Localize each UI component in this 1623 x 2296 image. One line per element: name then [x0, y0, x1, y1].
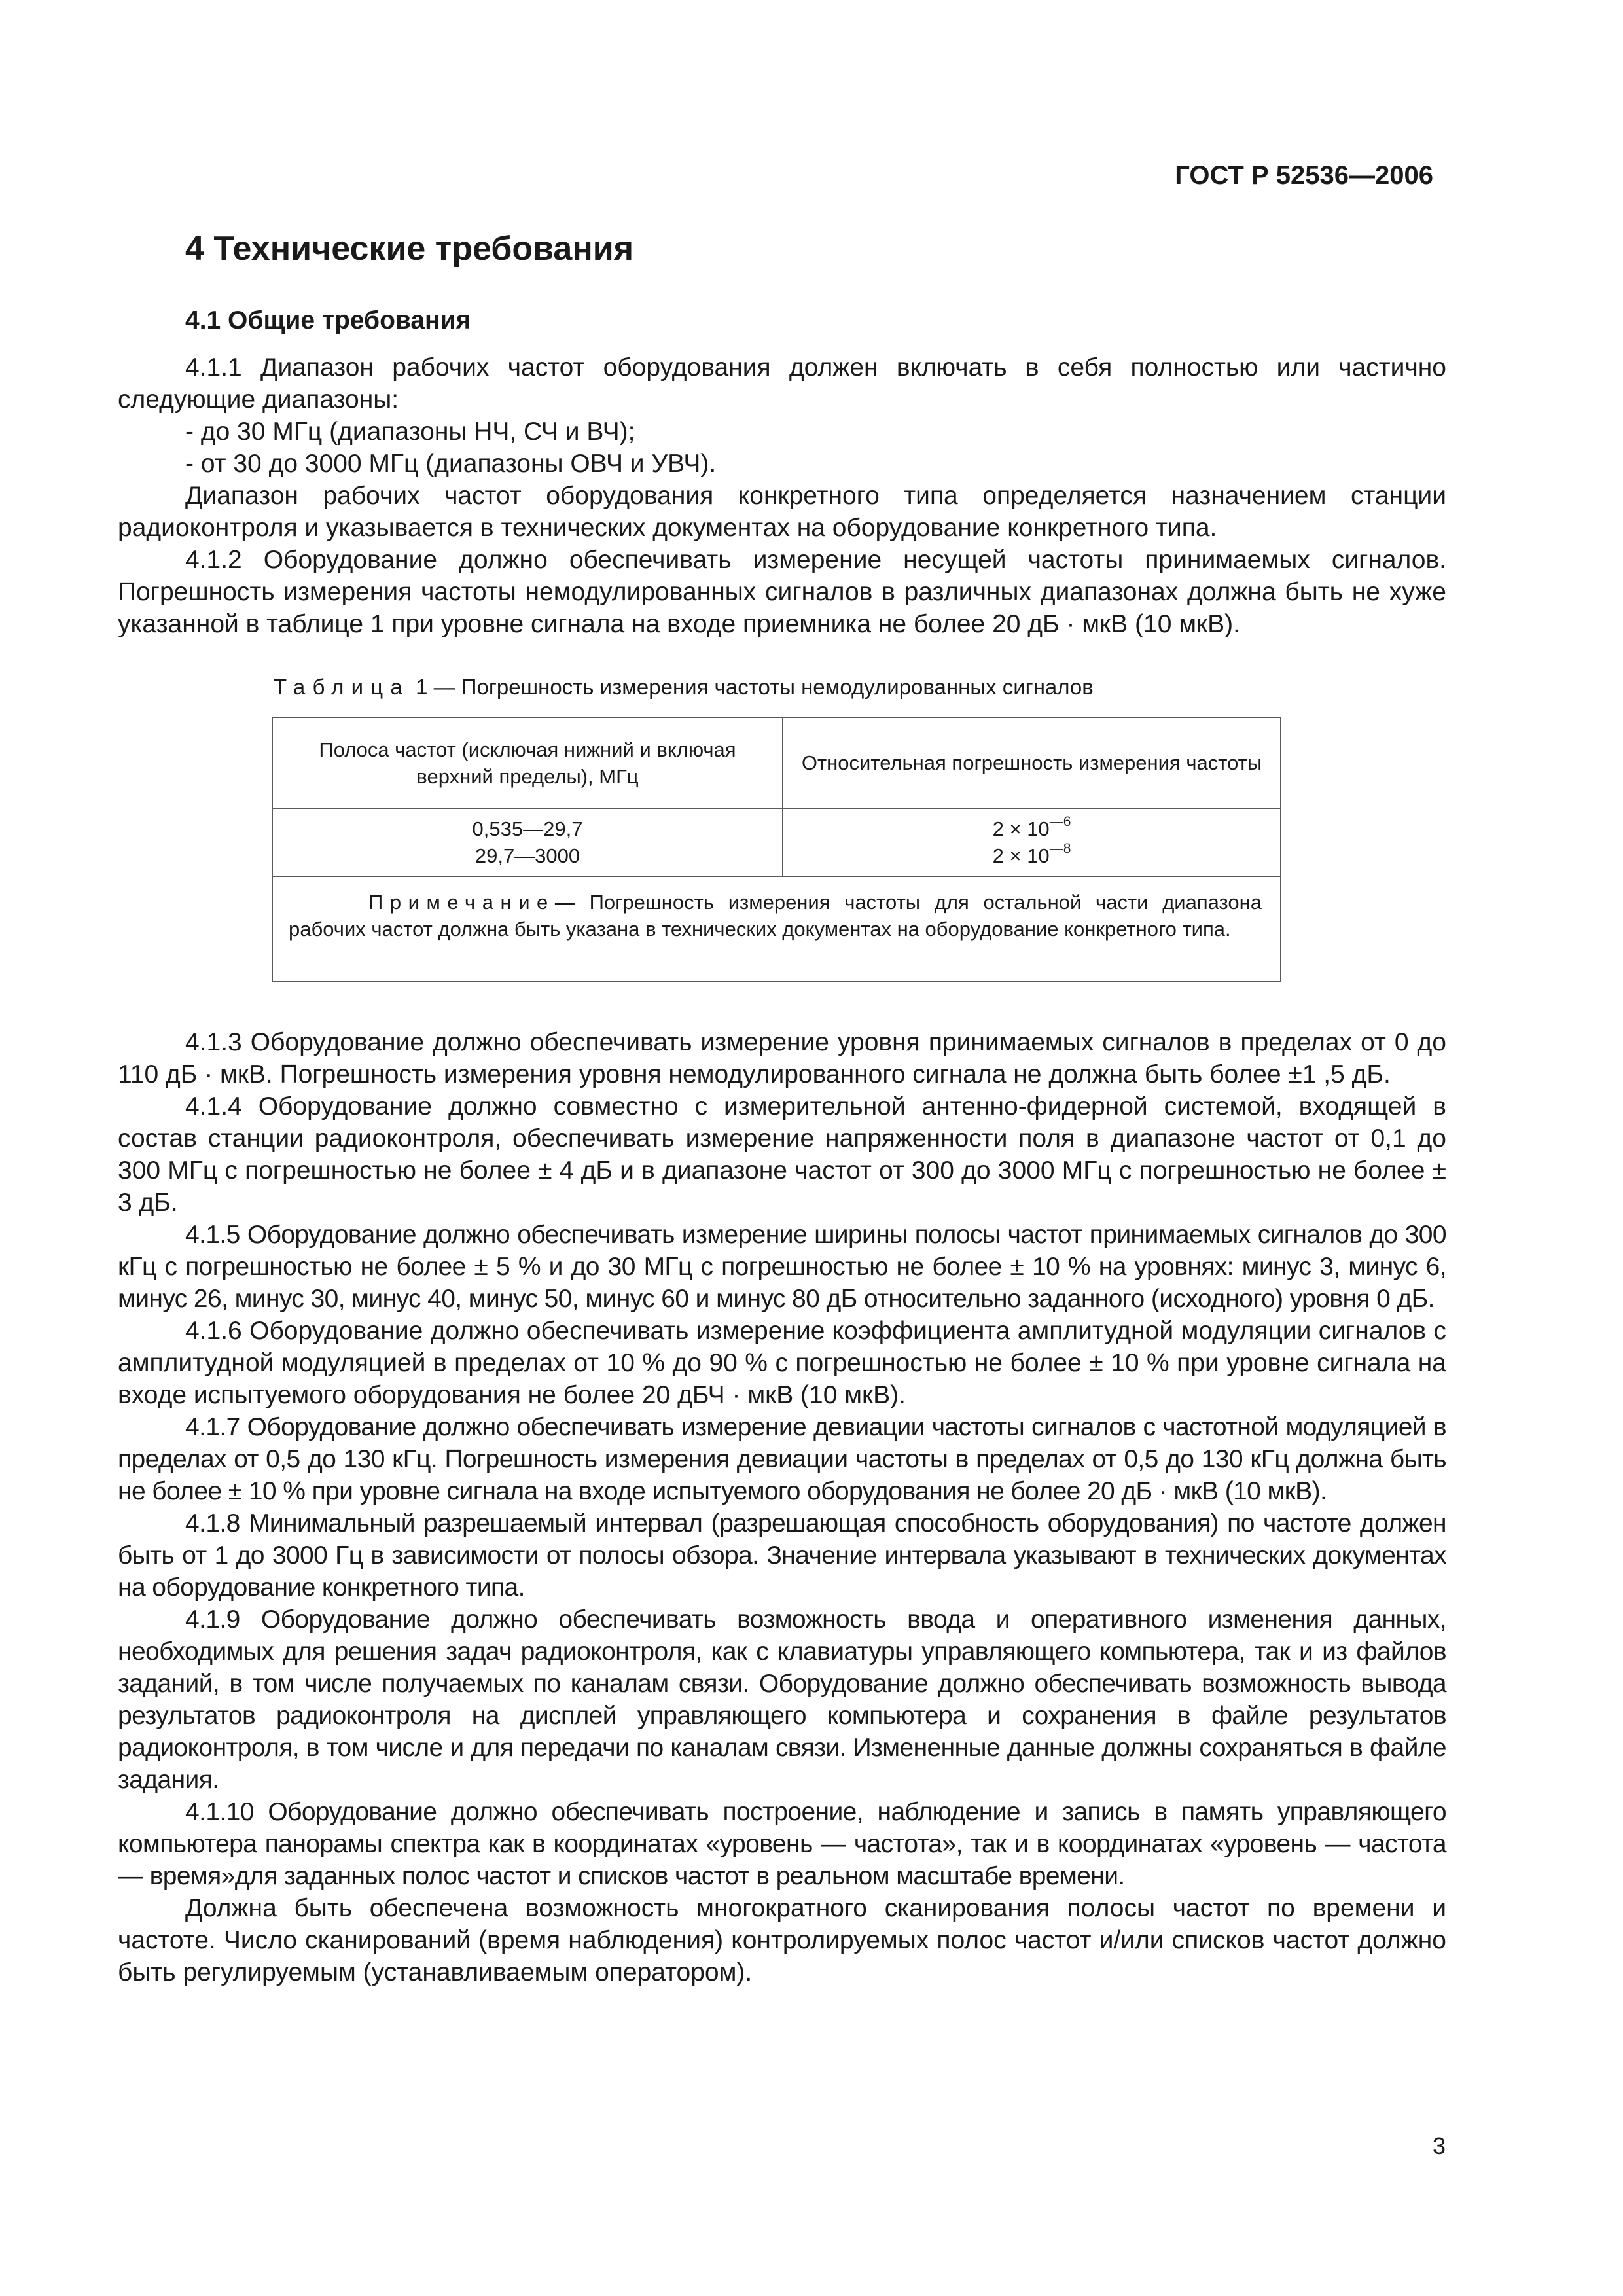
table-header-error: Относительная погрешность измерения частоты: [783, 717, 1281, 808]
paragraph-4-1-8: 4.1.8 Минимальный разрешаемый интервал (разрешающая способность оборудования) по частоте должен быть от 1 до 3000 Гц в зависимости от полосы обзора. Значение интервала указывают в технических документах на оборудование конкретного типа.: [118, 1509, 1446, 1602]
page-number: 3: [1432, 2132, 1446, 2159]
note-text: — Погрешность измерения частоты для остальной части диапазона рабочих частот должна быть указана в технических документах на оборудование конкретного типа.: [289, 891, 1262, 941]
table-caption: [274, 675, 1094, 700]
list-item: - до 30 МГц (диапазоны НЧ, СЧ и ВЧ);: [185, 418, 635, 446]
paragraph-4-1-7: 4.1.7 Оборудование должно обеспечивать измерение девиации частоты сигналов с частотной модуляцией в пределах от 0,5 до 130 кГц. Погрешность измерения девиации частоты в пределах от 0,5 до 130 кГц должна быть не более ± 10 % при уровне сигнала на входе испытуемого оборудования не более 20 дБ · мкВ (10 мкВ).: [118, 1413, 1446, 1505]
table-caption-text: — Погрешность измерения частоты немодулированных сигналов: [433, 675, 1094, 699]
paragraph-4-1-4: 4.1.4 Оборудование должно совместно с измерительной антенно-фидерной системой, входящей в состав станции радиоконтроля, обеспечивать измерение напряженности поля в диапазоне частот от 0,1 до 300 МГц с погрешностью не более ± 4 дБ и в диапазоне частот от 300 до 3000 МГц с погрешностью не более ± 3 дБ.: [118, 1092, 1446, 1217]
subsection-title: 4.1 Общие требования: [185, 306, 471, 334]
table-note-row: [272, 876, 1281, 982]
text-block-bottom: [118, 1026, 1446, 1988]
band-value: 29,7—3000: [474, 844, 580, 867]
table-header-row: [272, 717, 1281, 808]
paragraph-4-1-2: 4.1.2 Оборудование должно обеспечивать измерение несущей частоты принимаемых сигналов. Погрешность измерения частоты немодулированных сигналов в различных диапазонах должна быть не хуже указанной в таблице 1 при уровне сигнала на входе приемника не более 20 дБ · мкВ (10 мкВ).: [118, 546, 1446, 638]
table-caption-label: Таблица: [274, 675, 410, 699]
text-block-top: [118, 351, 1446, 640]
error-values-cell: [783, 808, 1281, 876]
paragraph-scanning: Должна быть обеспечена возможность многократного сканирования полосы частот по времени и частоте. Число сканирований (время наблюдения) контролируемых полос частот и/или списков частот должно быть регулируемым (устанавливаемым оператором).: [118, 1894, 1446, 1986]
band-value: 0,535—29,7: [472, 817, 583, 840]
document-code: ГОСТ Р 52536—2006: [1175, 161, 1433, 190]
paragraph-4-1-3: 4.1.3 Оборудование должно обеспечивать измерение уровня принимаемых сигналов в пределах от 0 до 110 дБ · мкВ. Погрешность измерения уровня немодулированного сигнала не должна быть более ±1 ,5 дБ.: [118, 1028, 1446, 1088]
error-value: $2 \times 10^{—8}$: [992, 840, 1071, 867]
paragraph-4-1-5: 4.1.5 Оборудование должно обеспечивать измерение ширины полосы частот принимаемых сигналов до 300 кГц с погрешностью не более ± 5 % и до 30 МГц с погрешностью не более ± 10 % на уровнях: минус 3, минус 6, минус 26, минус 30, минус 40, минус 50, минус 60 и минус 80 дБ относительно заданного (исходного) уровня 0 дБ.: [118, 1221, 1446, 1313]
paragraph-4-1-10: 4.1.10 Оборудование должно обеспечивать построение, наблюдение и запись в память управляющего компьютера панорамы спектра как в координатах «уровень — частота», так и в координатах «уровень — частота — время»для заданных полос частот и списков частот в реальном масштабе времени.: [118, 1798, 1446, 1890]
table-row: [272, 808, 1281, 876]
paragraph-range-definition: Диапазон рабочих частот оборудования конкретного типа определяется назначением станции радиоконтроля и указывается в технических документах на оборудование конкретного типа.: [118, 482, 1446, 542]
error-value: $2 \times 10^{—6}$: [992, 814, 1071, 840]
list-item: - от 30 до 3000 МГц (диапазоны ОВЧ и УВЧ).: [185, 450, 717, 478]
table-header-band: Полоса частот (исключая нижний и включая верхний пределы), МГц: [272, 717, 783, 808]
frequency-error-table: [272, 717, 1281, 982]
paragraph-4-1-9: 4.1.9 Оборудование должно обеспечивать возможность ввода и оперативного изменения данных, необходимых для решения задач радиоконтроля, как с клавиатуры управляющего компьютера, так и из файлов заданий, в том числе получаемых по каналам связи. Оборудование должно обеспечивать возможность вывода результатов радиоконтроля на дисплей управляющего компьютера и сохранения в файле результатов радиоконтроля, в том числе и для передачи по каналам связи. Измененные данные должны сохраняться в файле задания.: [118, 1605, 1446, 1794]
band-values-cell: [272, 808, 783, 876]
paragraph-4-1-1: 4.1.1 Диапазон рабочих частот оборудования должен включать в себя полностью или частично следующие диапазоны:: [118, 353, 1446, 414]
paragraph-4-1-6: 4.1.6 Оборудование должно обеспечивать измерение коэффициента амплитудной модуляции сигналов с амплитудной модуляцией в пределах от 10 % до 90 % с погрешностью не более ± 10 % при уровне сигнала на входе испытуемого оборудования не более 20 дБЧ · мкВ (10 мкВ).: [118, 1317, 1446, 1409]
section-title: 4 Технические требования: [185, 230, 634, 268]
table-caption-number: 1: [416, 675, 428, 699]
table-note: [272, 876, 1281, 982]
note-label: Примечание: [368, 891, 555, 914]
